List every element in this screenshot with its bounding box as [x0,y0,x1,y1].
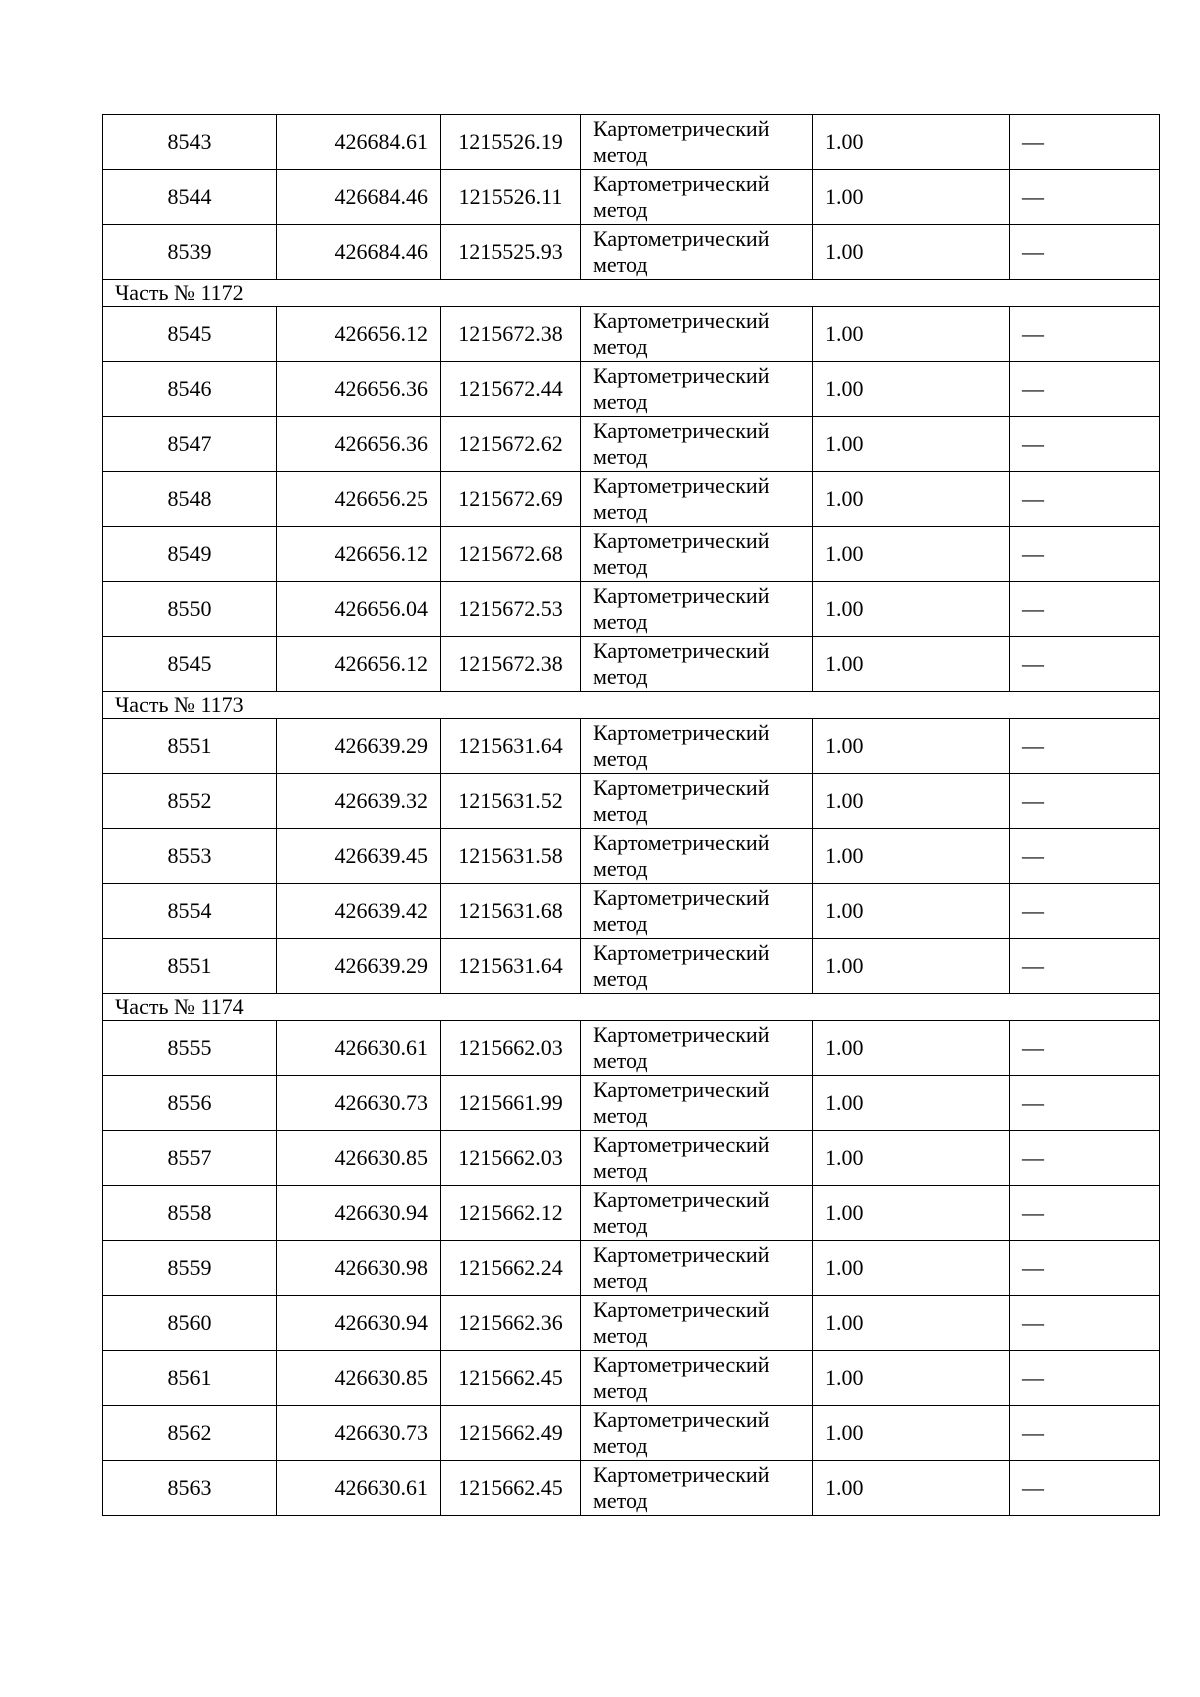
method-label-line2: метод [593,1103,648,1128]
method-label-line1: Картометрический [593,885,770,910]
method-label-line1: Картометрический [593,1132,770,1157]
accuracy-cell: 1.00 [813,1186,1010,1241]
method-cell [581,1021,813,1076]
accuracy-cell: 1.00 [813,472,1010,527]
method-cell [581,417,813,472]
method-label-line2: метод [593,664,648,689]
method-cell [581,362,813,417]
description-cell: — [1010,1021,1160,1076]
x-coordinate-cell: 426656.12 [277,307,441,362]
description-cell: — [1010,417,1160,472]
method-cell [581,527,813,582]
method-label-line2: метод [593,1488,648,1513]
table-row [103,637,1160,692]
method-label-line2: метод [593,554,648,579]
table-row [103,307,1160,362]
x-coordinate-cell: 426656.04 [277,582,441,637]
point-number-cell: 8558 [103,1186,277,1241]
method-label-line2: метод [593,609,648,634]
y-coordinate-cell: 1215631.58 [441,829,581,884]
method-label-line1: Картометрический [593,171,770,196]
description-cell: — [1010,1076,1160,1131]
point-number-cell: 8550 [103,582,277,637]
part-header-row [103,994,1160,1021]
method-label-line2: метод [593,389,648,414]
method-cell [581,719,813,774]
method-label-line1: Картометрический [593,775,770,800]
method-label-line1: Картометрический [593,1352,770,1377]
y-coordinate-cell: 1215631.68 [441,884,581,939]
x-coordinate-cell: 426684.46 [277,170,441,225]
x-coordinate-cell: 426656.36 [277,362,441,417]
method-cell [581,1076,813,1131]
point-number-cell: 8554 [103,884,277,939]
table-row [103,362,1160,417]
method-label-line2: метод [593,966,648,991]
description-cell: — [1010,774,1160,829]
method-label-line2: метод [593,334,648,359]
point-number-cell: 8547 [103,417,277,472]
accuracy-cell: 1.00 [813,1351,1010,1406]
method-label-line2: метод [593,856,648,881]
table-row [103,829,1160,884]
method-label-line1: Картометрический [593,226,770,251]
method-label-line1: Картометрический [593,1077,770,1102]
method-label-line1: Картометрический [593,116,770,141]
point-number-cell: 8543 [103,115,277,170]
accuracy-cell: 1.00 [813,1461,1010,1516]
x-coordinate-cell: 426630.73 [277,1406,441,1461]
y-coordinate-cell: 1215672.69 [441,472,581,527]
method-label-line1: Картометрический [593,1407,770,1432]
point-number-cell: 8561 [103,1351,277,1406]
method-cell [581,1296,813,1351]
accuracy-cell: 1.00 [813,1241,1010,1296]
method-label-line1: Картометрический [593,473,770,498]
description-cell: — [1010,1406,1160,1461]
description-cell: — [1010,884,1160,939]
point-number-cell: 8557 [103,1131,277,1186]
y-coordinate-cell: 1215662.03 [441,1021,581,1076]
method-label-line2: метод [593,746,648,771]
y-coordinate-cell: 1215662.49 [441,1406,581,1461]
method-label-line1: Картометрический [593,830,770,855]
description-cell: — [1010,527,1160,582]
accuracy-cell: 1.00 [813,115,1010,170]
table-row [103,1461,1160,1516]
point-number-cell: 8563 [103,1461,277,1516]
table-row [103,582,1160,637]
x-coordinate-cell: 426684.61 [277,115,441,170]
method-label-line1: Картометрический [593,308,770,333]
description-cell: — [1010,1351,1160,1406]
y-coordinate-cell: 1215661.99 [441,1076,581,1131]
method-label-line2: метод [593,142,648,167]
x-coordinate-cell: 426630.94 [277,1296,441,1351]
accuracy-cell: 1.00 [813,774,1010,829]
method-cell [581,1241,813,1296]
y-coordinate-cell: 1215662.12 [441,1186,581,1241]
accuracy-cell: 1.00 [813,582,1010,637]
y-coordinate-cell: 1215631.64 [441,719,581,774]
method-label-line1: Картометрический [593,1297,770,1322]
method-label-line2: метод [593,1268,648,1293]
x-coordinate-cell: 426639.29 [277,719,441,774]
method-label-line1: Картометрический [593,418,770,443]
x-coordinate-cell: 426656.12 [277,637,441,692]
point-number-cell: 8545 [103,307,277,362]
method-label-line2: метод [593,1158,648,1183]
accuracy-cell: 1.00 [813,417,1010,472]
coordinates-table-body [103,115,1160,1516]
table-row [103,1296,1160,1351]
method-cell [581,1461,813,1516]
method-label-line2: метод [593,197,648,222]
table-row [103,115,1160,170]
x-coordinate-cell: 426630.85 [277,1351,441,1406]
method-cell [581,637,813,692]
description-cell: — [1010,472,1160,527]
method-cell [581,1131,813,1186]
method-label-line2: метод [593,1378,648,1403]
point-number-cell: 8562 [103,1406,277,1461]
method-label-line1: Картометрический [593,638,770,663]
description-cell: — [1010,1296,1160,1351]
method-cell [581,884,813,939]
part-header-row [103,692,1160,719]
table-row [103,225,1160,280]
method-label-line1: Картометрический [593,1187,770,1212]
method-label-line1: Картометрический [593,1462,770,1487]
description-cell: — [1010,170,1160,225]
y-coordinate-cell: 1215631.64 [441,939,581,994]
table-row [103,1186,1160,1241]
method-cell [581,1406,813,1461]
point-number-cell: 8552 [103,774,277,829]
y-coordinate-cell: 1215526.11 [441,170,581,225]
method-cell [581,307,813,362]
method-label-line1: Картометрический [593,1242,770,1267]
point-number-cell: 8555 [103,1021,277,1076]
accuracy-cell: 1.00 [813,362,1010,417]
x-coordinate-cell: 426656.36 [277,417,441,472]
description-cell: — [1010,115,1160,170]
accuracy-cell: 1.00 [813,1131,1010,1186]
method-label-line1: Картометрический [593,583,770,608]
method-label-line2: метод [593,499,648,524]
point-number-cell: 8548 [103,472,277,527]
accuracy-cell: 1.00 [813,884,1010,939]
accuracy-cell: 1.00 [813,225,1010,280]
description-cell: — [1010,1186,1160,1241]
method-cell [581,582,813,637]
x-coordinate-cell: 426639.42 [277,884,441,939]
y-coordinate-cell: 1215662.03 [441,1131,581,1186]
part-label: Часть № 1174 [103,994,1160,1021]
method-label-line1: Картометрический [593,940,770,965]
point-number-cell: 8556 [103,1076,277,1131]
point-number-cell: 8551 [103,719,277,774]
accuracy-cell: 1.00 [813,829,1010,884]
x-coordinate-cell: 426630.73 [277,1076,441,1131]
part-label: Часть № 1172 [103,280,1160,307]
method-cell [581,115,813,170]
y-coordinate-cell: 1215662.24 [441,1241,581,1296]
method-label-line1: Картометрический [593,528,770,553]
table-row [103,1406,1160,1461]
method-cell [581,1351,813,1406]
x-coordinate-cell: 426630.94 [277,1186,441,1241]
method-label-line2: метод [593,1048,648,1073]
description-cell: — [1010,939,1160,994]
description-cell: — [1010,1461,1160,1516]
method-label-line2: метод [593,444,648,469]
x-coordinate-cell: 426630.98 [277,1241,441,1296]
y-coordinate-cell: 1215525.93 [441,225,581,280]
x-coordinate-cell: 426639.29 [277,939,441,994]
table-row [103,472,1160,527]
description-cell: — [1010,1241,1160,1296]
point-number-cell: 8553 [103,829,277,884]
description-cell: — [1010,362,1160,417]
point-number-cell: 8559 [103,1241,277,1296]
table-row [103,884,1160,939]
accuracy-cell: 1.00 [813,719,1010,774]
y-coordinate-cell: 1215672.62 [441,417,581,472]
table-row [103,939,1160,994]
table-row [103,527,1160,582]
accuracy-cell: 1.00 [813,637,1010,692]
method-cell [581,225,813,280]
description-cell: — [1010,637,1160,692]
point-number-cell: 8549 [103,527,277,582]
y-coordinate-cell: 1215672.38 [441,637,581,692]
accuracy-cell: 1.00 [813,170,1010,225]
table-row [103,1131,1160,1186]
x-coordinate-cell: 426639.32 [277,774,441,829]
description-cell: — [1010,307,1160,362]
x-coordinate-cell: 426639.45 [277,829,441,884]
accuracy-cell: 1.00 [813,307,1010,362]
table-row [103,170,1160,225]
x-coordinate-cell: 426656.25 [277,472,441,527]
y-coordinate-cell: 1215672.53 [441,582,581,637]
point-number-cell: 8551 [103,939,277,994]
point-number-cell: 8539 [103,225,277,280]
y-coordinate-cell: 1215672.44 [441,362,581,417]
y-coordinate-cell: 1215662.45 [441,1461,581,1516]
method-label-line2: метод [593,911,648,936]
description-cell: — [1010,1131,1160,1186]
description-cell: — [1010,225,1160,280]
y-coordinate-cell: 1215526.19 [441,115,581,170]
part-header-row [103,280,1160,307]
description-cell: — [1010,582,1160,637]
y-coordinate-cell: 1215662.45 [441,1351,581,1406]
method-label-line1: Картометрический [593,363,770,388]
y-coordinate-cell: 1215672.68 [441,527,581,582]
table-row [103,774,1160,829]
x-coordinate-cell: 426630.61 [277,1461,441,1516]
x-coordinate-cell: 426630.61 [277,1021,441,1076]
method-cell [581,170,813,225]
method-cell [581,774,813,829]
method-cell [581,829,813,884]
accuracy-cell: 1.00 [813,527,1010,582]
accuracy-cell: 1.00 [813,1296,1010,1351]
x-coordinate-cell: 426630.85 [277,1131,441,1186]
table-row [103,417,1160,472]
table-row [103,1351,1160,1406]
method-label-line2: метод [593,1213,648,1238]
method-label-line2: метод [593,1323,648,1348]
point-number-cell: 8545 [103,637,277,692]
method-label-line2: метод [593,252,648,277]
part-label: Часть № 1173 [103,692,1160,719]
method-cell [581,1186,813,1241]
description-cell: — [1010,719,1160,774]
coordinates-table [102,114,1160,1516]
table-row [103,719,1160,774]
accuracy-cell: 1.00 [813,1076,1010,1131]
table-row [103,1021,1160,1076]
method-label-line1: Картометрический [593,1022,770,1047]
y-coordinate-cell: 1215662.36 [441,1296,581,1351]
table-row [103,1076,1160,1131]
point-number-cell: 8544 [103,170,277,225]
x-coordinate-cell: 426684.46 [277,225,441,280]
point-number-cell: 8560 [103,1296,277,1351]
y-coordinate-cell: 1215672.38 [441,307,581,362]
accuracy-cell: 1.00 [813,939,1010,994]
accuracy-cell: 1.00 [813,1021,1010,1076]
description-cell: — [1010,829,1160,884]
table-row [103,1241,1160,1296]
y-coordinate-cell: 1215631.52 [441,774,581,829]
method-cell [581,472,813,527]
method-label-line2: метод [593,801,648,826]
point-number-cell: 8546 [103,362,277,417]
method-label-line1: Картометрический [593,720,770,745]
method-cell [581,939,813,994]
x-coordinate-cell: 426656.12 [277,527,441,582]
method-label-line2: метод [593,1433,648,1458]
accuracy-cell: 1.00 [813,1406,1010,1461]
